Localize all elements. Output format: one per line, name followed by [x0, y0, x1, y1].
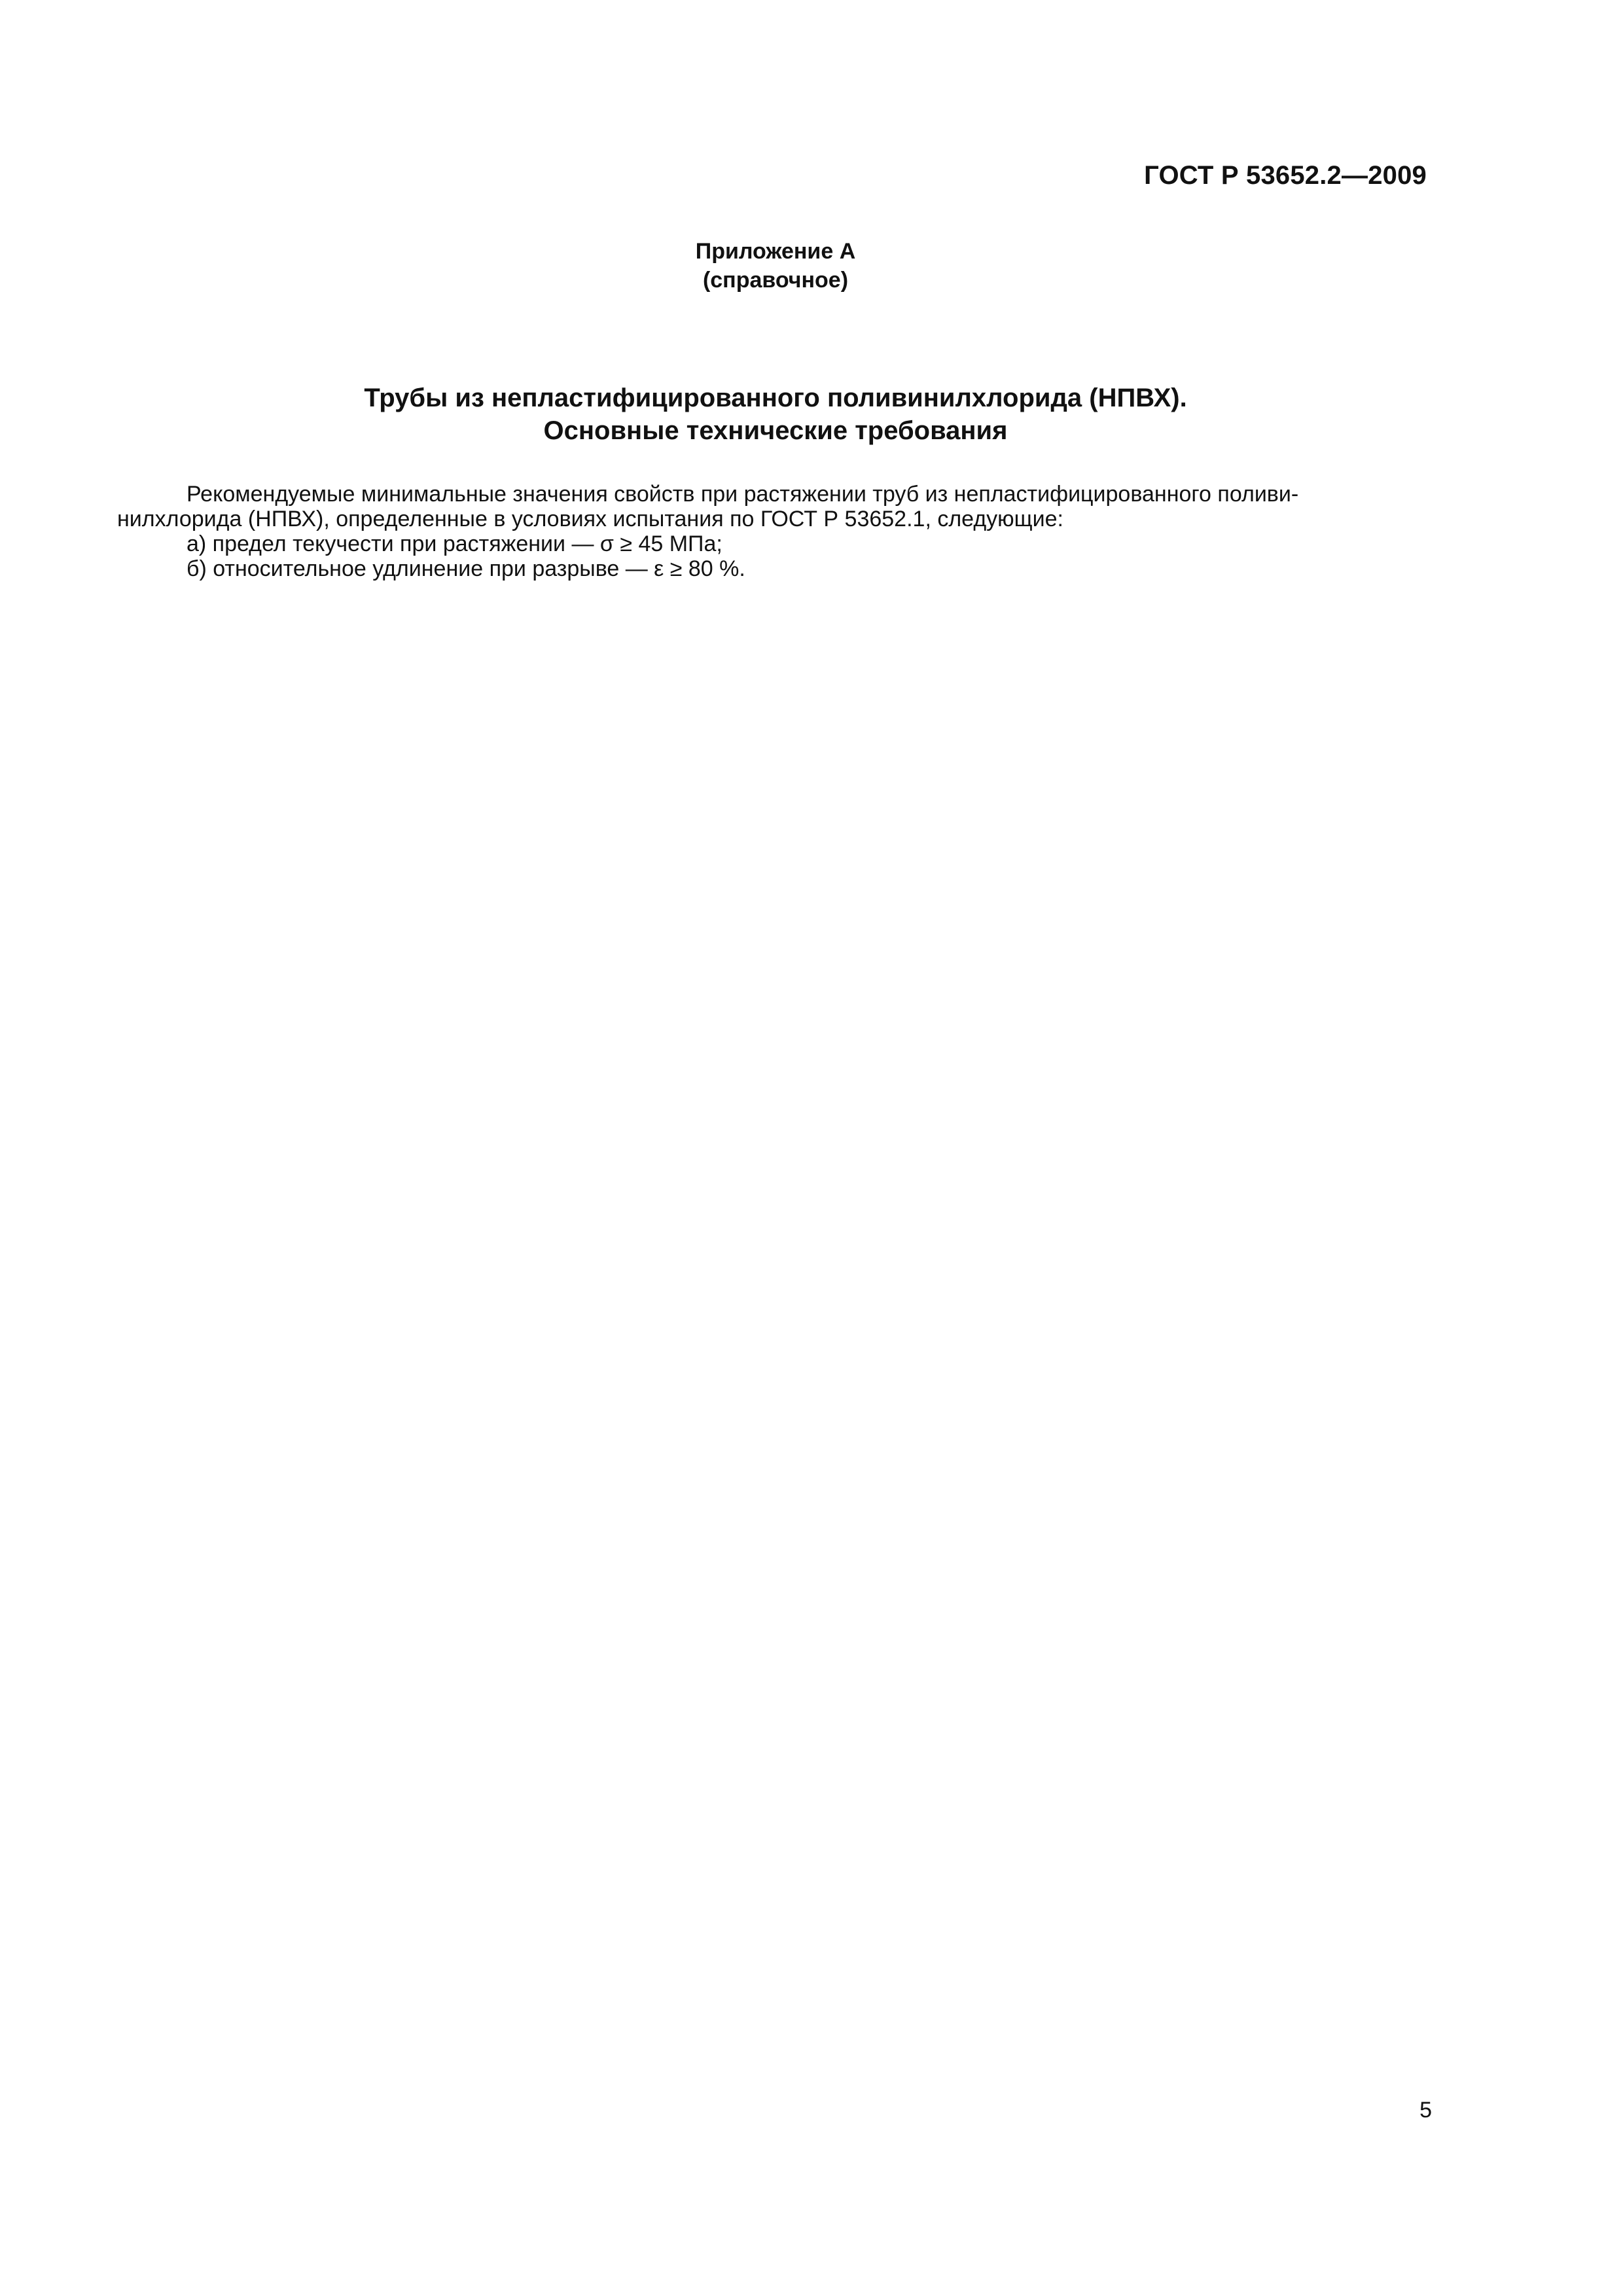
document-code: ГОСТ Р 53652.2—2009 — [1144, 161, 1427, 190]
title-line-2: Основные технические требования — [543, 416, 1008, 445]
paragraph-line-1: Рекомендуемые минимальные значения свойств при растяжении труб из непластифицированного поливи- — [187, 482, 1299, 507]
body-text — [117, 482, 1436, 581]
page-number: 5 — [1419, 2098, 1432, 2123]
list-item-b: б) относительное удлинение при разрыве — ε ≥ 80 %. — [187, 556, 745, 581]
title-line-1: Трубы из непластифицированного поливинилхлорида (НПВХ). — [364, 384, 1187, 412]
appendix-label: Приложение А — [695, 239, 856, 264]
appendix-heading — [0, 237, 1551, 295]
appendix-title — [0, 382, 1551, 447]
paragraph-line-2: нилхлорида (НПВХ), определенные в условиях испытания по ГОСТ Р 53652.1, следующие: — [117, 507, 1063, 531]
list-item-a: а) предел текучести при растяжении — σ ≥ 45 МПа; — [187, 531, 722, 556]
appendix-status: (справочное) — [702, 268, 849, 293]
